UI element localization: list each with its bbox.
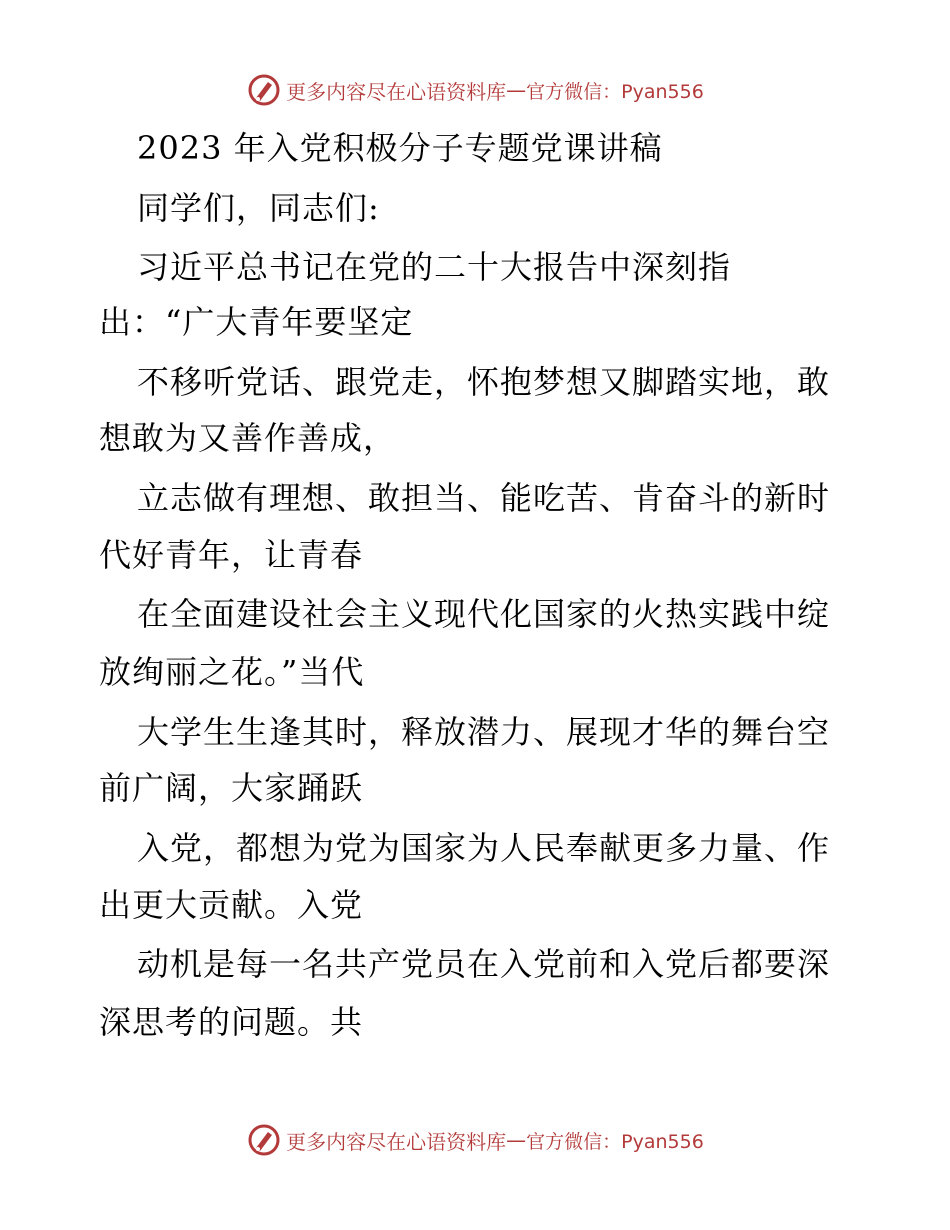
paragraph-line: 出更大贡献。入党	[99, 886, 364, 924]
pen-circle-logo-icon	[246, 72, 282, 108]
paragraph-line: 在全面建设社会主义现代化国家的火热实践中绽	[137, 595, 831, 633]
salutation: 同学们，同志们:	[137, 189, 380, 227]
paragraph-line: 深思考的问题。共	[99, 1003, 364, 1041]
watermark-dash: —	[506, 1128, 527, 1152]
paragraph-line: 大学生生逢其时，释放潜力、展现才华的舞台空	[137, 713, 831, 751]
header-watermark	[0, 70, 950, 110]
document-title: 2023 年入党积极分子专题党课讲稿	[137, 129, 663, 167]
watermark-text: 更多内容尽在心语资料库	[286, 79, 507, 104]
watermark-dash: —	[506, 78, 527, 102]
paragraph-line: 动机是每一名共产党员在入党前和入党后都要深	[137, 945, 831, 983]
paragraph-line: 代好青年，让青春	[99, 536, 364, 574]
paragraph-line: 不移听党话、跟党走，怀抱梦想又脚踏实地，敢	[137, 363, 831, 401]
paragraph-line: 入党，都想为党为国家为人民奉献更多力量、作	[137, 829, 831, 867]
watermark-wechat: 官方微信：Pyan556	[526, 1130, 704, 1153]
paragraph-line: 出：“广大青年要坚定	[99, 303, 414, 341]
watermark-text: 更多内容尽在心语资料库	[286, 1129, 507, 1154]
pen-circle-logo-icon	[246, 1122, 282, 1158]
paragraph-line: 前广阔，大家踊跃	[99, 769, 364, 807]
paragraph-line: 想敢为又善作善成，	[99, 419, 397, 457]
paragraph-line: 立志做有理想、敢担当、能吃苦、肯奋斗的新时	[137, 479, 831, 517]
footer-watermark	[0, 1120, 950, 1160]
paragraph-line: 习近平总书记在党的二十大报告中深刻指	[137, 248, 732, 286]
paragraph-line: 放绚丽之花。”当代	[99, 653, 365, 691]
watermark-wechat: 官方微信：Pyan556	[526, 80, 704, 103]
